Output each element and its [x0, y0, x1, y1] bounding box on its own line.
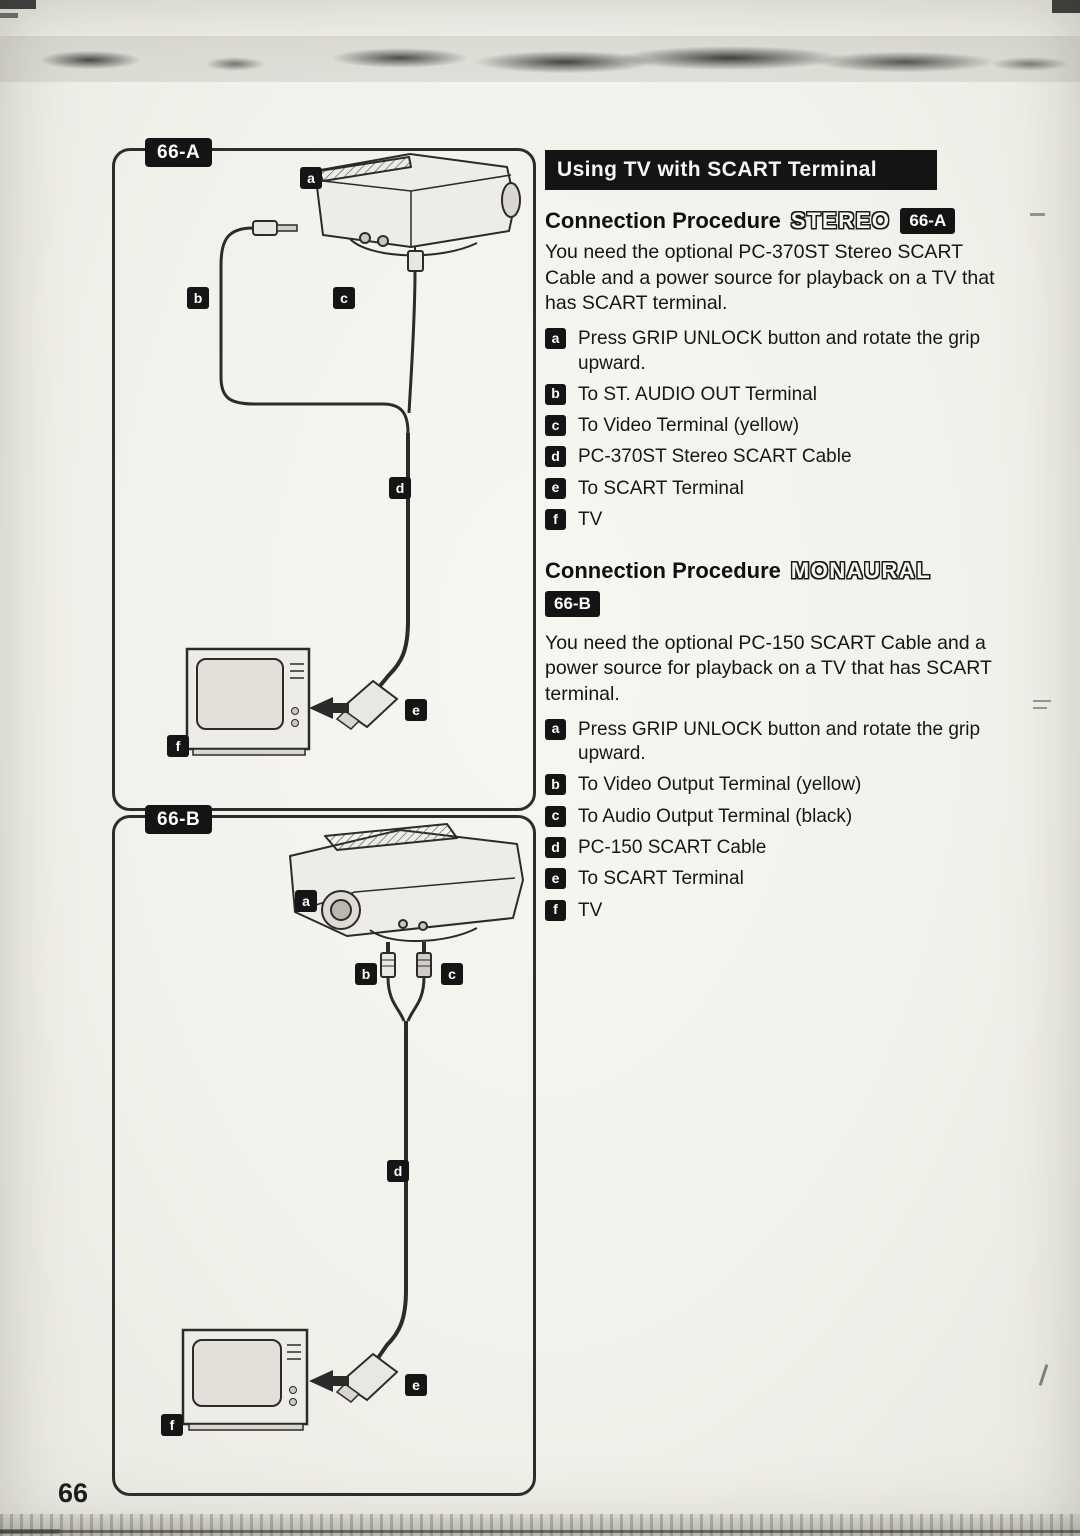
scan-mark — [1039, 1364, 1049, 1386]
list-item-text: PC-370ST Stereo SCART Cable — [578, 446, 852, 468]
scan-mark — [0, 13, 18, 18]
video-cable — [409, 271, 415, 413]
stereo-procedure-section — [545, 208, 995, 532]
scan-mark — [1033, 707, 1047, 709]
callout-a: a — [295, 890, 317, 912]
figure-ref-badge-66a: 66-A — [900, 208, 955, 233]
scan-mark — [1033, 700, 1051, 702]
figure-66a — [112, 142, 536, 811]
monaural-procedure-section — [545, 558, 995, 923]
list-item — [545, 477, 995, 501]
list-item-text: Press GRIP UNLOCK button and rotate the grip upward. — [578, 328, 981, 374]
callout-c: c — [545, 806, 566, 827]
callout-f: f — [161, 1414, 183, 1436]
callout-e: e — [545, 868, 566, 889]
list-item-text: TV — [578, 899, 603, 921]
list-item-text: To SCART Terminal — [578, 477, 744, 499]
list-item-text: To Video Terminal (yellow) — [578, 415, 800, 437]
callout-a: a — [545, 719, 566, 740]
heading-text: Connection Procedure — [545, 558, 781, 584]
callout-c: c — [333, 287, 355, 309]
list-item — [545, 327, 995, 376]
callout-e: e — [545, 478, 566, 499]
audio-cable — [221, 228, 408, 433]
text-column — [545, 150, 995, 930]
figure-badge-66a: 66-A — [145, 138, 212, 167]
callout-d: d — [545, 837, 566, 858]
list-item-text: Press GRIP UNLOCK button and rotate the grip upward. — [578, 718, 981, 765]
video-plug — [408, 247, 423, 271]
scan-mark — [0, 0, 36, 9]
callout-b: b — [545, 774, 566, 795]
scart-cable — [379, 433, 408, 687]
mode-label-monaural: MONAURAL — [790, 558, 932, 584]
stereo-intro-text: You need the optional PC-370ST Stereo SCART Cable and a power source for playback on a TV that has SCART terminal. — [545, 241, 995, 315]
page-number: 66 — [58, 1478, 89, 1508]
callout-b: b — [187, 287, 209, 309]
audio-cable — [408, 977, 424, 1021]
diagram-monaural-connection — [115, 818, 533, 1493]
audio-plug — [253, 221, 297, 235]
list-item — [545, 508, 995, 532]
figure-ref-badge-66b: 66-B — [545, 591, 600, 616]
list-item — [545, 445, 995, 469]
list-item-text: To Video Output Terminal (yellow) — [578, 774, 862, 796]
diagram-stereo-connection — [115, 151, 533, 808]
scan-mark — [1052, 0, 1080, 13]
monaural-step-list — [545, 718, 995, 923]
stereo-step-list — [545, 327, 995, 532]
callout-e: e — [405, 1374, 427, 1396]
callout-f: f — [167, 735, 189, 757]
list-item — [545, 383, 995, 407]
list-item-text: To SCART Terminal — [578, 868, 744, 890]
callout-c: c — [545, 415, 566, 436]
list-item-text: TV — [578, 509, 603, 531]
list-item — [545, 773, 995, 797]
audio-plug — [417, 942, 431, 977]
callout-e: e — [405, 699, 427, 721]
camcorder-drawing — [290, 824, 523, 941]
callout-b: b — [355, 963, 377, 985]
video-plug — [381, 942, 395, 977]
list-item — [545, 899, 995, 923]
callout-f: f — [545, 509, 566, 530]
list-item — [545, 718, 995, 767]
list-item-text: To ST. AUDIO OUT Terminal — [578, 383, 817, 405]
section-header — [545, 150, 937, 190]
scan-artifact-bottom-line — [0, 1530, 1080, 1533]
list-item-text: To Audio Output Terminal (black) — [578, 805, 853, 827]
callout-d: d — [545, 446, 566, 467]
section-header-title: Using TV with SCART Terminal — [557, 158, 877, 181]
callout-a: a — [545, 328, 566, 349]
heading-text: Connection Procedure — [545, 208, 781, 233]
scan-mark — [1030, 213, 1045, 216]
tv-drawing — [183, 1330, 307, 1430]
figure-badge-66b: 66-B — [145, 805, 212, 834]
camcorder-drawing — [315, 154, 520, 255]
callout-d: d — [389, 477, 411, 499]
callout-b: b — [545, 384, 566, 405]
mode-label-stereo: STEREO — [790, 208, 891, 233]
list-item — [545, 805, 995, 829]
monaural-intro-text: You need the optional PC-150 SCART Cable and a power source for playback on a TV that has SCART terminal. — [545, 631, 992, 706]
figure-66b — [112, 809, 536, 1496]
scart-cable — [378, 1021, 406, 1358]
stereo-procedure-heading — [545, 208, 995, 234]
list-item — [545, 414, 995, 438]
list-item — [545, 836, 995, 860]
callout-d: d — [387, 1160, 409, 1182]
callout-a: a — [300, 167, 322, 189]
callout-f: f — [545, 900, 566, 921]
tv-drawing — [187, 649, 309, 755]
scan-artifact-top-band — [0, 36, 1080, 82]
list-item — [545, 867, 995, 891]
callout-c: c — [441, 963, 463, 985]
list-item-text: PC-150 SCART Cable — [578, 837, 767, 859]
video-cable — [388, 977, 404, 1021]
monaural-procedure-heading — [545, 558, 995, 584]
